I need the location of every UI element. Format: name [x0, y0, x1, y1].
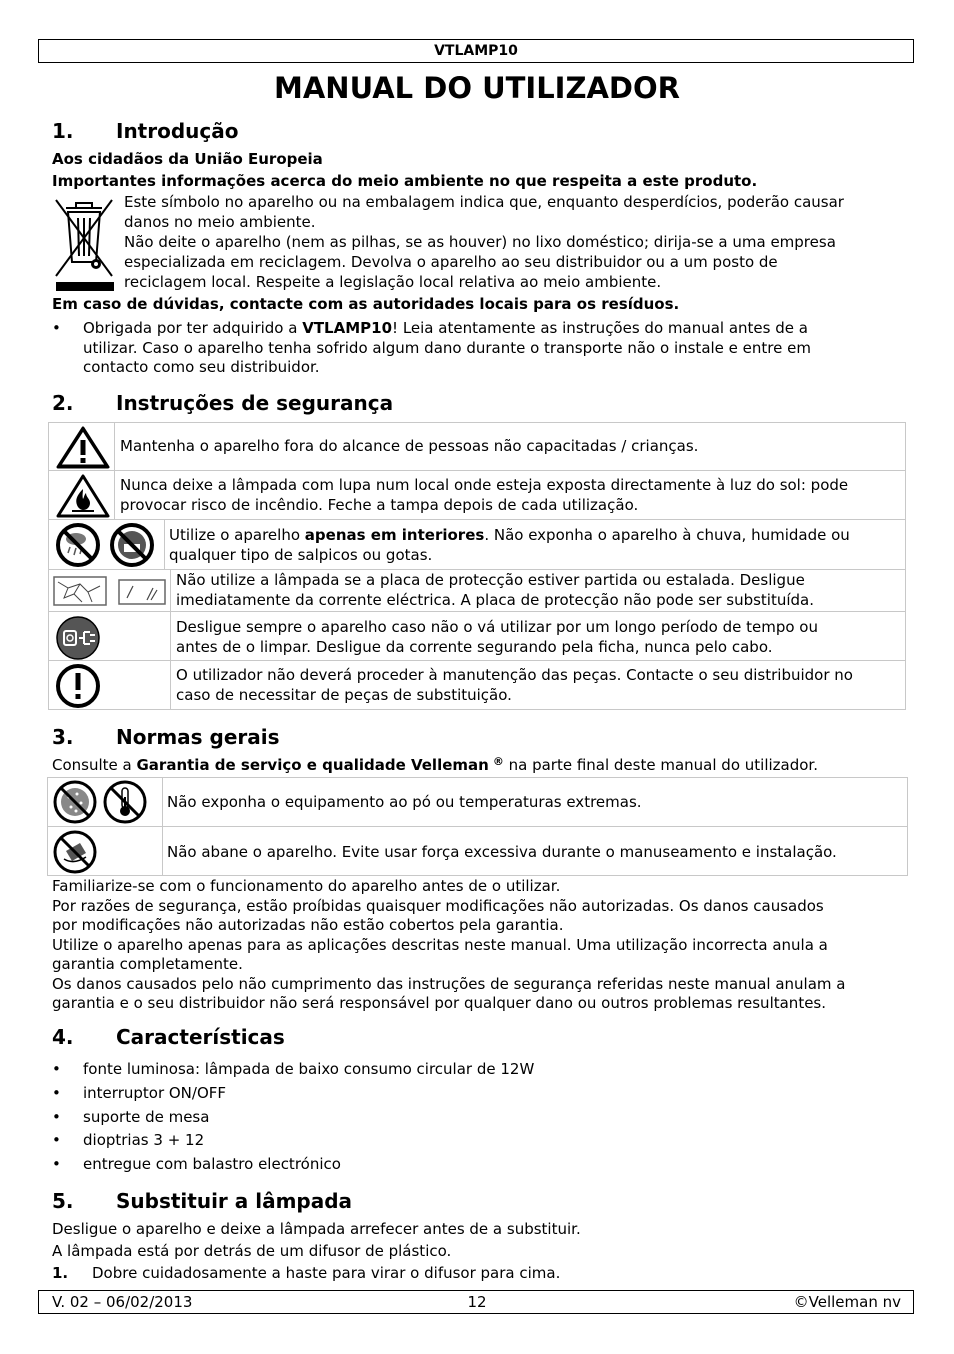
paragraph-line: Os danos causados pelo não cumprimento das instruções de segurança referidas neste manual anulam a [52, 974, 846, 993]
list-item [52, 1155, 902, 1175]
document-header [38, 39, 914, 63]
intro-text: Consulte a [52, 756, 137, 774]
warranty-title: Garantia de serviço e qualidade Velleman [136, 756, 489, 774]
feature-text: fonte luminosa: lâmpada de baixo consumo circular de 12W [83, 1060, 535, 1078]
section-heading-introducao [52, 119, 239, 143]
text-cell [114, 470, 906, 520]
document-footer [38, 1290, 914, 1314]
section-title: Normas gerais [116, 725, 280, 749]
icon-cell [48, 660, 171, 710]
bullet-marker: • [52, 1155, 61, 1173]
icon-cell [48, 470, 115, 520]
replace-diffuser: A lâmpada está por detrás de um difusor de plástico. [52, 1242, 452, 1260]
general-text: Não exponha o equipamento ao pó ou temperaturas extremas. [167, 793, 642, 811]
safety-text-bold: apenas em interiores [304, 526, 485, 544]
section-heading-normas [52, 725, 280, 749]
replace-intro: Desligue o aparelho e deixe a lâmpada arrefecer antes de a substituir. [52, 1220, 581, 1238]
general-text: Não abane o aparelho. Evite usar força excessiva durante o manuseamento e instalação. [167, 843, 837, 861]
thanks-text-line: contacto como seu distribuidor. [83, 358, 320, 376]
paragraph-line: Por razões de segurança, estão proíbidas quaisquer modificações não autorizadas. Os danos causados [52, 896, 824, 915]
weee-line: Este símbolo no aparelho ou na embalagem indica que, enquanto desperdícios, poderão causar [124, 193, 844, 211]
step-text: Dobre cuidadosamente a haste para virar o difusor para cima. [92, 1264, 561, 1282]
safety-text: Nunca deixe a lâmpada com lupa num local onde esteja exposta directamente à luz do sol: pode [120, 476, 849, 494]
step-number: 1. [52, 1264, 69, 1282]
list-item [52, 1060, 902, 1080]
section-title: Substituir a lâmpada [116, 1189, 353, 1213]
icon-cell [48, 611, 171, 661]
safety-text: Mantenha o aparelho fora do alcance de pessoas não capacitadas / crianças. [120, 437, 699, 455]
safety-text: Utilize o aparelho [169, 526, 305, 544]
section-heading-caracteristicas [52, 1025, 285, 1049]
text-cell [170, 569, 906, 612]
weee-line: Não deite o aparelho (nem as pilhas, se as houver) no lixo doméstico; dirija-se a uma empresa [124, 233, 836, 251]
broken-plate-icon [52, 574, 108, 608]
thanks-text-cont: ! Leia atentamente as instruções do manual antes de a [392, 319, 808, 337]
thanks-text: Obrigada por ter adquirido a [83, 319, 303, 337]
thanks-text-line: utilizar. Caso o aparelho tenha sofrido algum dano durante o transporte não o instale e entre em [83, 338, 811, 357]
warranty-reference [52, 756, 902, 777]
no-temperature-icon [102, 779, 148, 825]
bullet-marker: • [52, 1131, 61, 1149]
eu-citizens-heading: Aos cidadãos da União Europeia [52, 150, 323, 168]
no-shaking-icon [52, 829, 98, 875]
section-number: 4. [52, 1025, 74, 1049]
list-item [52, 319, 902, 379]
text-cell [114, 422, 906, 471]
list-item [52, 1131, 902, 1151]
copyright: ©Velleman nv [793, 1293, 901, 1311]
page-title: MANUAL DO UTILIZADOR [274, 71, 680, 105]
icon-cell [47, 777, 163, 827]
weee-line: danos no meio ambiente. [124, 213, 316, 231]
page-number: 12 [467, 1293, 487, 1311]
safety-text: Desligue sempre o aparelho caso não o vá utilizar por um longo período de tempo ou [176, 618, 818, 636]
exclamation-icon [55, 663, 101, 709]
paragraph-line: garantia e o seu distribuidor não será responsável por qualquer dano ou outros problemas resultantes. [52, 994, 827, 1012]
registered-mark: ® [492, 755, 504, 768]
doubt-notice: Em caso de dúvidas, contacte com as autoridades locais para os resíduos. [52, 295, 680, 313]
safety-text: O utilizador não deverá proceder à manutenção das peças. Contacte o seu distribuidor no [176, 666, 853, 684]
text-cell [170, 660, 906, 710]
icon-cell [48, 569, 171, 612]
list-item [52, 1084, 902, 1104]
weee-text [124, 193, 904, 293]
feature-text: interruptor ON/OFF [83, 1084, 227, 1102]
text-cell [162, 777, 908, 827]
paragraph-line: por modificações não autorizadas não estão cobertos pela garantia. [52, 916, 564, 934]
version-date: V. 02 – 06/02/2013 [52, 1293, 193, 1311]
text-cell [170, 611, 906, 661]
list-item [52, 1108, 902, 1128]
section-number: 3. [52, 725, 74, 749]
safety-text: imediatamente da corrente eléctrica. A placa de protecção não pode ser substituída. [176, 590, 815, 609]
safety-text: antes de o limpar. Desligue da corrente segurando pela ficha, nunca pelo cabo. [176, 637, 773, 656]
no-dust-icon [52, 779, 98, 825]
intro-text: na parte final deste manual do utilizador. [503, 756, 818, 774]
cracked-plate-icon [117, 578, 167, 606]
no-rain-icon [55, 522, 101, 568]
icon-cell [48, 422, 115, 471]
section-number: 5. [52, 1189, 74, 1213]
text-cell [164, 519, 906, 570]
feature-text: suporte de mesa [83, 1108, 210, 1126]
section-title: Características [116, 1025, 285, 1049]
safety-text: qualquer tipo de salpicos ou gotas. [169, 545, 433, 564]
paragraph-line: Utilize o aparelho apenas para as aplicações descritas neste manual. Uma utilização incorrecta anula a [52, 935, 828, 954]
section-number: 1. [52, 119, 74, 143]
icon-cell [47, 826, 163, 876]
paragraph-line: Familiarize-se com o funcionamento do aparelho antes de o utilizar. [52, 877, 561, 895]
section-number: 2. [52, 391, 74, 415]
unplug-icon [55, 615, 101, 661]
replace-step [52, 1264, 902, 1284]
product-name: VTLAMP10 [302, 319, 393, 337]
paragraph-line: garantia completamente. [52, 955, 243, 973]
safety-text: provocar risco de incêndio. Feche a tampa depois de cada utilização. [120, 495, 639, 514]
bullet-marker: • [52, 1108, 61, 1126]
safety-text: . Não exponha o aparelho à chuva, humidade ou [484, 526, 850, 544]
feature-text: entregue com balastro electrónico [83, 1155, 341, 1173]
icon-cell [48, 519, 165, 570]
warning-triangle-icon [55, 425, 111, 469]
bullet-marker: • [52, 1060, 61, 1078]
model-name: VTLAMP10 [434, 43, 518, 59]
section-title: Instruções de segurança [116, 391, 394, 415]
feature-text: dioptrias 3 + 12 [83, 1131, 205, 1149]
no-splash-icon [109, 522, 155, 568]
general-paragraphs [52, 877, 902, 1014]
weee-bin-icon [52, 194, 116, 292]
bullet-marker: • [52, 1084, 61, 1102]
fire-hazard-icon [55, 473, 111, 519]
weee-line: especializada em reciclagem. Devolva o aparelho ao seu distribuidor ou a um posto de [124, 253, 778, 271]
text-cell [162, 826, 908, 876]
section-title: Introdução [116, 119, 239, 143]
safety-text: Não utilize a lâmpada se a placa de protecção estiver partida ou estalada. Desligue [176, 571, 805, 589]
safety-text: caso de necessitar de peças de substituição. [176, 685, 512, 704]
environment-heading: Importantes informações acerca do meio ambiente no que respeita a este produto. [52, 172, 758, 190]
section-heading-seguranca [52, 391, 393, 415]
section-heading-substituir [52, 1189, 352, 1213]
weee-line: reciclagem local. Respeite a legislação local relativa ao meio ambiente. [124, 273, 662, 291]
bullet-marker: • [52, 319, 61, 337]
